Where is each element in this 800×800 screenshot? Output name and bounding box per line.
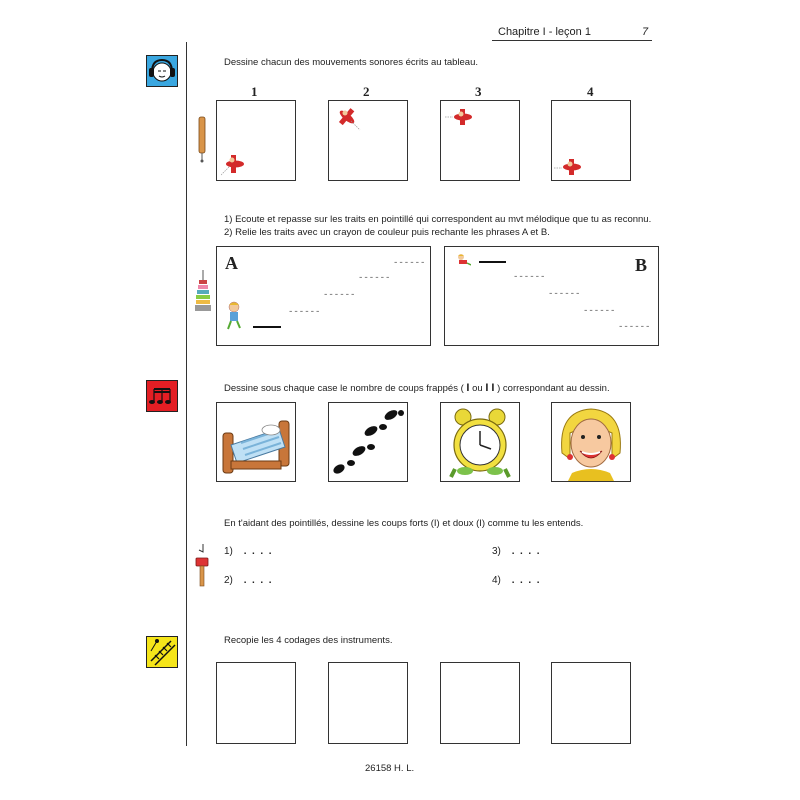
picture-box-alarm-clock	[440, 402, 520, 482]
section2-instruction-1: 1) Ecoute et repasse sur les traits en pointillé qui correspondent au mvt mélodique que tu as reconnu.	[224, 214, 652, 225]
rhythm-notes-icon	[146, 380, 178, 412]
melody-box-b[interactable]	[444, 246, 659, 346]
picture-box-girl	[551, 402, 631, 482]
alarm-clock-icon	[441, 403, 519, 481]
row-label: 4)	[492, 575, 501, 586]
headphones-face-icon	[146, 55, 178, 87]
drawing-box-3[interactable]	[440, 100, 520, 181]
copy-box-2[interactable]	[328, 662, 408, 744]
melody-box-a[interactable]	[216, 246, 431, 346]
drawing-box-2[interactable]	[328, 100, 408, 181]
airplane-icon	[333, 103, 361, 131]
slide-whistle-icon	[196, 115, 208, 163]
row-dots: . . . .	[511, 546, 540, 557]
row-dots: . . . .	[243, 546, 272, 557]
row-label: 3)	[492, 546, 501, 557]
chapter-title: Chapitre I - leçon 1	[498, 26, 591, 38]
section2-instruction-2: 2) Relie les traits avec un crayon de couleur puis rechante les phrases A et B.	[224, 227, 550, 238]
box-number-2: 2	[363, 84, 370, 99]
double-stroke-glyph: I I	[485, 382, 495, 394]
box-number-3: 3	[475, 84, 482, 99]
dash-step: ------	[288, 307, 321, 317]
copy-box-1[interactable]	[216, 662, 296, 744]
instruction-text: Dessine sous chaque case le nombre de coups frappés (	[224, 383, 464, 394]
row-dots: . . . .	[243, 575, 272, 586]
dash-step: ------	[323, 290, 356, 300]
dash-step: ------	[548, 289, 581, 299]
row-dots: . . . .	[511, 575, 540, 586]
section3-instruction	[224, 382, 610, 394]
airplane-icon	[554, 157, 584, 177]
header-rule	[492, 40, 652, 41]
row-label: 1)	[224, 546, 233, 557]
instruction-text: ou	[472, 383, 483, 394]
section4-instruction: En t'aidant des pointillés, dessine les coups forts (I) et doux (I) comme tu les entends.	[224, 518, 584, 529]
tap-row-4	[492, 575, 539, 586]
child-sliding-icon	[455, 253, 471, 267]
section5-instruction: Recopie les 4 codages des instruments.	[224, 635, 393, 646]
label-a: A	[225, 253, 238, 273]
single-stroke-glyph: I	[466, 382, 470, 394]
tap-row-2	[224, 575, 271, 586]
mallet-icon	[195, 544, 209, 588]
footprints-icon	[329, 403, 407, 481]
footer-code: 26158 H. L.	[365, 763, 415, 774]
dash-step: ------	[618, 322, 651, 332]
tap-row-3	[492, 546, 539, 557]
margin-rule	[186, 42, 187, 746]
xylophone-icon	[146, 636, 178, 668]
airplane-icon	[445, 107, 475, 127]
instruction-text: ) correspondant au dessin.	[497, 383, 610, 394]
bed-icon	[217, 403, 295, 481]
label-b: B	[635, 255, 648, 275]
row-label: 2)	[224, 575, 233, 586]
section1-instruction: Dessine chacun des mouvements sonores écrits au tableau.	[224, 57, 478, 68]
solid-start-line	[253, 326, 281, 328]
tap-row-1	[224, 546, 271, 557]
page-number: 7	[642, 26, 649, 38]
copy-box-3[interactable]	[440, 662, 520, 744]
dash-step: ------	[513, 272, 546, 282]
airplane-icon	[221, 151, 249, 177]
dash-step: ------	[358, 273, 391, 283]
dash-step: ------	[393, 258, 426, 268]
xylophone-tower-icon	[195, 270, 211, 314]
copy-box-4[interactable]	[551, 662, 631, 744]
drawing-box-4[interactable]	[551, 100, 631, 181]
child-climbing-icon	[223, 301, 245, 331]
picture-box-bed	[216, 402, 296, 482]
box-number-4: 4	[587, 84, 594, 99]
smiling-girl-icon	[552, 403, 630, 481]
picture-box-footprints	[328, 402, 408, 482]
box-number-1: 1	[251, 84, 258, 99]
solid-start-line	[479, 261, 506, 263]
dash-step: ------	[583, 306, 616, 316]
drawing-box-1[interactable]	[216, 100, 296, 181]
